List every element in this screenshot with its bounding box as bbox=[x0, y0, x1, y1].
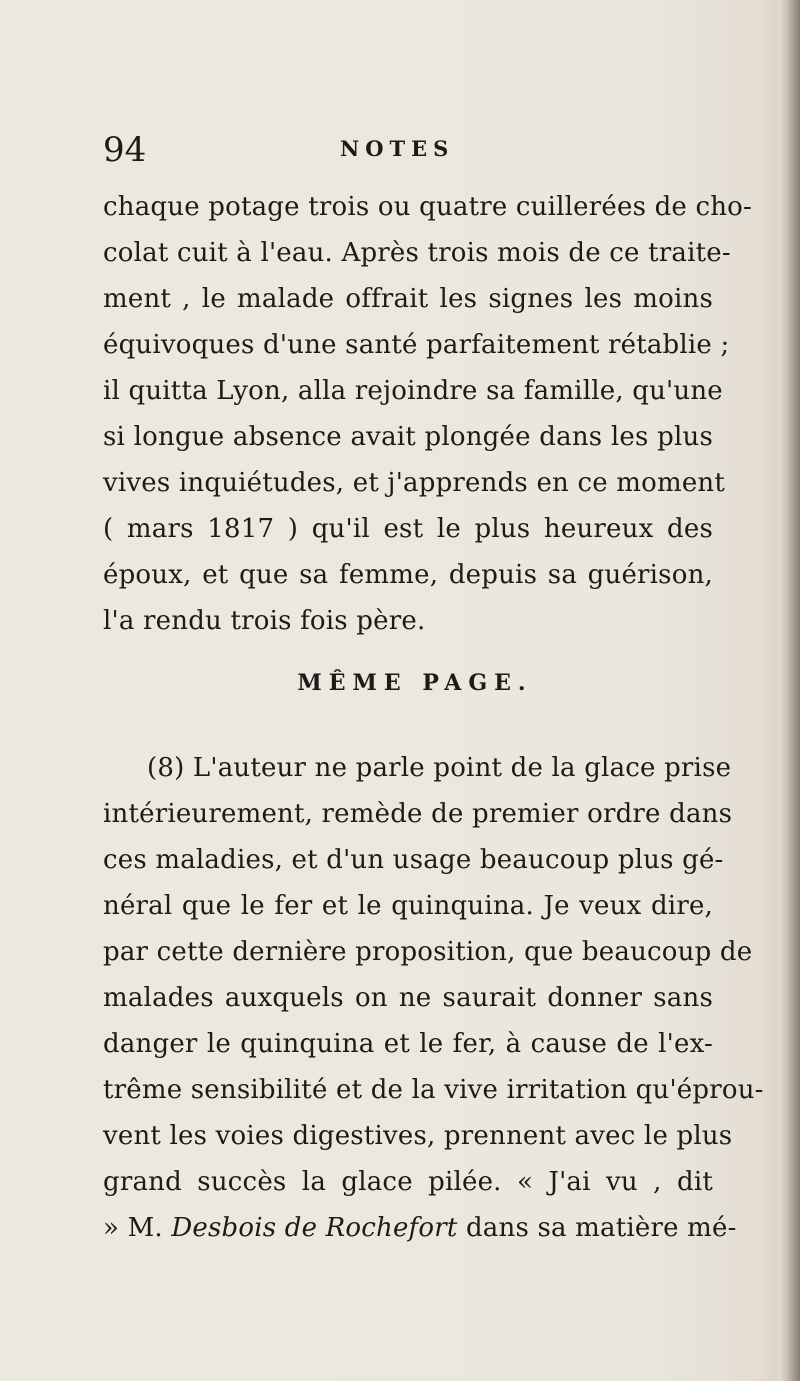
text-line: chaque potage trois ou quatre cuillerées de cho- bbox=[103, 192, 753, 222]
text-line: vives inquiétudes, et j'apprends en ce moment bbox=[103, 468, 725, 498]
text-line: équivoques d'une santé parfaitement rétablie ; bbox=[103, 330, 730, 360]
section-heading: MÊME PAGE. bbox=[297, 670, 533, 696]
page-number: 94 bbox=[103, 130, 147, 170]
text-line: époux, et que sa femme, depuis sa guérison, bbox=[103, 560, 713, 590]
text-line: intérieurement, remède de premier ordre dans bbox=[103, 799, 733, 829]
text-line: vent les voies digestives, prennent avec le plus bbox=[103, 1121, 733, 1151]
note-8-paragraph bbox=[103, 745, 764, 1251]
running-head: NOTES bbox=[340, 136, 455, 161]
text-line: ces maladies, et d'un usage beaucoup plus gé- bbox=[103, 845, 724, 875]
text-line: ment , le malade offrait les signes les moins bbox=[103, 284, 713, 314]
page-header bbox=[103, 130, 723, 175]
quote-prefix: » M. bbox=[103, 1213, 172, 1243]
text-line: il quitta Lyon, alla rejoindre sa famille, qu'une bbox=[103, 376, 723, 406]
text-line: colat cuit à l'eau. Après trois mois de ce traite- bbox=[103, 238, 731, 268]
paragraph-continuation bbox=[103, 184, 753, 644]
text-line: malades auxquels on ne saurait donner sans bbox=[103, 983, 713, 1013]
text-line: grand succès la glace pilée. « J'ai vu , dit bbox=[103, 1167, 713, 1197]
text-line: l'a rendu trois fois père. bbox=[103, 606, 426, 636]
text-line: par cette dernière proposition, que beaucoup de bbox=[103, 937, 753, 967]
quote-suffix: dans sa matière mé- bbox=[457, 1213, 737, 1243]
text-line: trême sensibilité et de la vive irritation qu'éprou- bbox=[103, 1075, 764, 1105]
text-line-final bbox=[103, 1205, 737, 1251]
text-line: néral que le fer et le quinquina. Je veux dire, bbox=[103, 891, 713, 921]
text-line: danger le quinquina et le fer, à cause de l'ex- bbox=[103, 1029, 713, 1059]
text-line: (8) L'auteur ne parle point de la glace prise bbox=[147, 753, 732, 783]
text-line: si longue absence avait plongée dans les plus bbox=[103, 422, 713, 452]
cited-author: Desbois de Rochefort bbox=[171, 1213, 458, 1243]
text-line: ( mars 1817 ) qu'il est le plus heureux des bbox=[103, 514, 713, 544]
